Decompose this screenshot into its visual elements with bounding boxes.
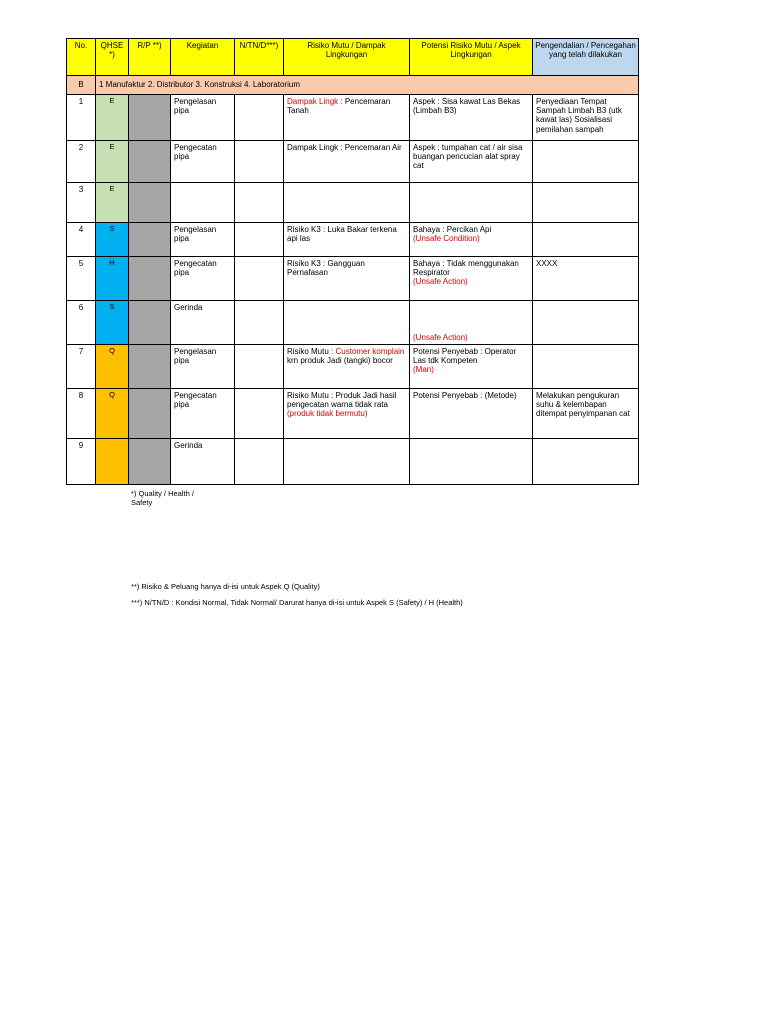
- kegiatan-cell: Pengelasan pipa: [171, 223, 235, 257]
- table-row: [67, 95, 639, 141]
- row-number: 2: [67, 141, 96, 183]
- row-number: 8: [67, 389, 96, 439]
- potensi-text: Potensi Penyebab : (Metode): [413, 391, 517, 400]
- risiko-highlight: Dampak Lingk :: [287, 97, 343, 106]
- rp-cell: [129, 257, 171, 301]
- ntnd-cell: [235, 257, 284, 301]
- section-text: 1 Manufaktur 2. Distributor 3. Konstruksi 4. Laboratorium: [96, 76, 639, 95]
- potensi-cell: [410, 141, 533, 183]
- ntnd-cell: [235, 439, 284, 485]
- header-kegiatan: Kegiatan: [171, 39, 235, 76]
- qhse-cell: E: [96, 183, 129, 223]
- header-ntnd: N/TN/D***): [235, 39, 284, 76]
- kegiatan-cell: Pengecatan pipa: [171, 141, 235, 183]
- table-row: [67, 183, 639, 223]
- footnote-risiko-peluang: **) Risiko & Peluang hanya di-isi untuk Aspek Q (Quality): [131, 582, 320, 591]
- potensi-highlight: (Unsafe Action): [413, 332, 468, 342]
- pengendalian-cell: XXXX: [533, 257, 639, 301]
- qhse-cell: S: [96, 223, 129, 257]
- table-row: [67, 389, 639, 439]
- risiko-cell: [284, 439, 410, 485]
- pengendalian-cell: Melakukan pengukuran suhu & kelembapan ditempat penyimpanan cat: [533, 389, 639, 439]
- risiko-text: Risiko K3 : Gangguan Pernafasan: [287, 259, 365, 278]
- potensi-highlight: (Unsafe Condition): [413, 234, 480, 244]
- potensi-text: Aspek : tumpahan cat / air sisa buangan pencucian alat spray cat: [413, 143, 523, 171]
- kegiatan-cell: Pengelasan pipa: [171, 345, 235, 389]
- potensi-text: Bahaya : Tidak menggunakan Respirator: [413, 259, 519, 278]
- footnote-quality: *) Quality / Health / Safety: [131, 489, 194, 507]
- row-number: 5: [67, 257, 96, 301]
- potensi-highlight: (Man): [413, 365, 434, 375]
- qhse-cell: E: [96, 141, 129, 183]
- ntnd-cell: [235, 389, 284, 439]
- rp-cell: [129, 389, 171, 439]
- footnote-ntnd: ***) N/TN/D : Kondisi Normal, Tidak Normal/ Darurat hanya di-isi untuk Aspek S (Safety) / H (Health): [131, 598, 463, 607]
- risiko-cell: [284, 95, 410, 141]
- risiko-prefix: Risiko Mutu :: [287, 347, 334, 356]
- pengendalian-cell: [533, 301, 639, 345]
- pengendalian-cell: Penyediaan Tempat Sampah Limbah B3 (utk kawat las) Sosialisasi pemilahan sampah: [533, 95, 639, 141]
- pengendalian-cell: [533, 345, 639, 389]
- ntnd-cell: [235, 95, 284, 141]
- potensi-cell: [410, 301, 533, 345]
- risiko-cell: [284, 257, 410, 301]
- rp-cell: [129, 183, 171, 223]
- header-pengendalian: Pengendalian / Pencegahan yang telah dilakukan: [533, 39, 639, 76]
- row-number: 6: [67, 301, 96, 345]
- rp-cell: [129, 439, 171, 485]
- header-potensi: Potensi Risiko Mutu / Aspek Lingkungan: [410, 39, 533, 76]
- kegiatan-cell: Gerinda: [171, 439, 235, 485]
- rp-cell: [129, 141, 171, 183]
- rp-cell: [129, 223, 171, 257]
- risiko-text: krn produk Jadi (tangki) bocor: [287, 356, 393, 366]
- qhse-cell: Q: [96, 345, 129, 389]
- risiko-text: Dampak Lingk : Pencemaran Air: [287, 143, 402, 152]
- kegiatan-cell: Pengecatan pipa: [171, 389, 235, 439]
- ntnd-cell: [235, 183, 284, 223]
- ntnd-cell: [235, 223, 284, 257]
- risiko-cell: [284, 389, 410, 439]
- row-number: 4: [67, 223, 96, 257]
- table-row: [67, 439, 639, 485]
- table-row: [67, 301, 639, 345]
- risiko-cell: [284, 345, 410, 389]
- potensi-highlight: (Unsafe Action): [413, 277, 468, 287]
- ntnd-cell: [235, 345, 284, 389]
- ntnd-cell: [235, 301, 284, 345]
- header-qhse: QHSE *): [96, 39, 129, 76]
- pengendalian-cell: [533, 223, 639, 257]
- risiko-cell: [284, 301, 410, 345]
- qhse-cell: [96, 439, 129, 485]
- header-no: No.: [67, 39, 96, 76]
- table-row: [67, 257, 639, 301]
- potensi-cell: [410, 345, 533, 389]
- pengendalian-cell: [533, 439, 639, 485]
- row-number: 3: [67, 183, 96, 223]
- qhse-cell: S: [96, 301, 129, 345]
- kegiatan-cell: Pengecatan pipa: [171, 257, 235, 301]
- potensi-cell: [410, 183, 533, 223]
- table-row: [67, 345, 639, 389]
- potensi-cell: [410, 389, 533, 439]
- pengendalian-cell: [533, 183, 639, 223]
- ntnd-cell: [235, 141, 284, 183]
- kegiatan-cell: [171, 183, 235, 223]
- row-number: 9: [67, 439, 96, 485]
- risiko-text: Risiko Mutu : Produk Jadi hasil pengecatan warna tidak rata: [287, 391, 397, 410]
- risiko-text: Risiko K3 : Luka Bakar terkena api las: [287, 225, 397, 244]
- header-risiko: Risiko Mutu / Dampak Lingkungan: [284, 39, 410, 76]
- row-number: 7: [67, 345, 96, 389]
- risiko-text: Pencemaran Tanah: [287, 97, 391, 116]
- risiko-tail: (produk tidak bermutu): [287, 409, 368, 419]
- row-number: 1: [67, 95, 96, 141]
- qhse-cell: H: [96, 257, 129, 301]
- rp-cell: [129, 95, 171, 141]
- potensi-cell: [410, 95, 533, 141]
- header-row: [67, 39, 639, 76]
- section-row: [67, 76, 639, 95]
- qhse-cell: Q: [96, 389, 129, 439]
- potensi-text: Bahaya : Percikan Api: [413, 225, 492, 234]
- kegiatan-cell: Pengelasan pipa: [171, 95, 235, 141]
- table-row: [67, 141, 639, 183]
- section-code: B: [67, 76, 96, 95]
- pengendalian-cell: [533, 141, 639, 183]
- rp-cell: [129, 345, 171, 389]
- risk-register-table: [66, 38, 639, 485]
- potensi-cell: [410, 257, 533, 301]
- potensi-text: Aspek : Sisa kawat Las Bekas (Limbah B3): [413, 97, 521, 116]
- potensi-cell: [410, 439, 533, 485]
- table-row: [67, 223, 639, 257]
- potensi-text: Potensi Penyebab : Operator Las tdk Kompeten: [413, 347, 517, 366]
- risiko-cell: [284, 223, 410, 257]
- qhse-cell: E: [96, 95, 129, 141]
- rp-cell: [129, 301, 171, 345]
- risiko-highlight: Customer komplain: [335, 347, 405, 356]
- risiko-cell: [284, 141, 410, 183]
- potensi-cell: [410, 223, 533, 257]
- kegiatan-cell: Gerinda: [171, 301, 235, 345]
- risiko-cell: [284, 183, 410, 223]
- header-rp: R/P **): [129, 39, 171, 76]
